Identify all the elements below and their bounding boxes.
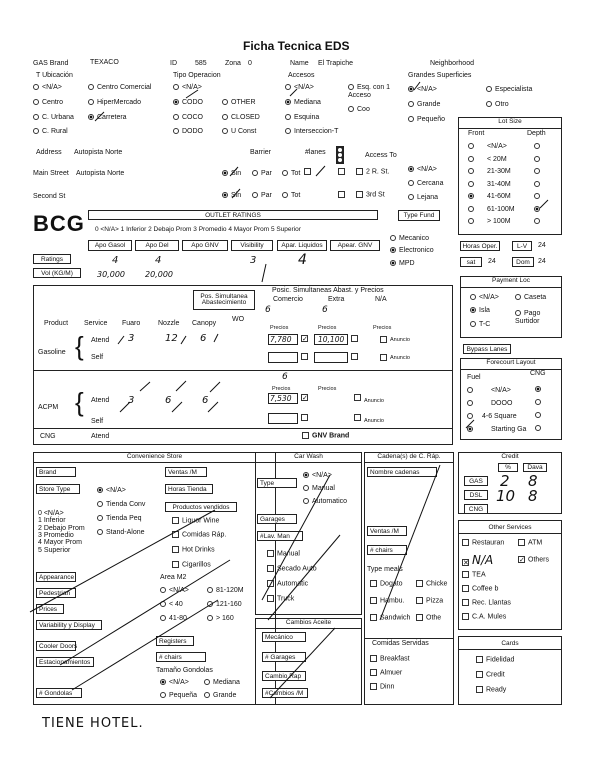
pay-caseta[interactable]: Caseta (515, 294, 546, 302)
hw-credit-dsl2: 8 (528, 487, 538, 505)
acpm-atend: Atend (91, 397, 110, 404)
lot-size-option[interactable]: 41-60M (468, 193, 511, 201)
cs-scale-item: 0 <N/A> (38, 510, 64, 517)
fc-square[interactable]: 4-6 Square (467, 413, 517, 421)
acpm-anuncio1[interactable]: Anuncio (364, 398, 384, 404)
radio-icon (534, 218, 540, 224)
barrier-par[interactable]: Par (252, 170, 272, 178)
precios-4: Precios (272, 386, 291, 392)
cs-gondolas[interactable]: # Gondolas (36, 688, 82, 698)
hours-sat-value: 24 (488, 258, 496, 265)
cs-type-na[interactable]: <N/A> (97, 487, 126, 495)
card-ready[interactable]: Ready (476, 686, 506, 694)
cs-rating-field[interactable]: Appearance (36, 572, 76, 582)
meal-sandwich[interactable]: Sandwich (370, 614, 410, 622)
gas-anuncio2[interactable]: Anuncio (380, 354, 410, 361)
op-codo[interactable]: CODO (173, 99, 203, 107)
acpm-price-self[interactable] (268, 413, 298, 424)
hdr-nozzle: Nozzle (158, 320, 180, 327)
row-acpm: ACPM (38, 404, 59, 411)
lot-depth-option[interactable] (534, 168, 543, 176)
cs-area-40[interactable]: < 40 (160, 601, 183, 609)
cs-type-stand[interactable]: Stand-Alone (97, 529, 145, 537)
cs-rating-field[interactable]: Estacionamientos (36, 657, 94, 667)
cs-area-80[interactable]: 41-80 (160, 615, 187, 623)
precios-3: Precios (373, 325, 392, 331)
lot-depth-option[interactable] (534, 193, 543, 201)
meal-othe[interactable]: Othe (416, 614, 441, 622)
serv-breakfast[interactable]: Breakfast (370, 655, 410, 663)
extra-label: Extra (328, 296, 345, 303)
hw-g-fuaro: 3 (128, 333, 135, 344)
cs-scale-item: 2 Debajo Prom (38, 524, 85, 532)
type-fund-button[interactable]: Type Fund (398, 210, 440, 221)
cambio-rap[interactable]: Cambio Rap (262, 671, 306, 681)
outlet-ratings-header: OUTLET RATINGS (88, 210, 378, 220)
radio-icon (534, 143, 540, 149)
cards-box (458, 636, 562, 705)
page-title: Ficha Tecnica EDS (243, 39, 350, 53)
barrier-label: Barrier (250, 149, 272, 156)
hdr-canopy: Canopy (192, 320, 217, 327)
cw-garages[interactable]: Garages (257, 514, 297, 524)
bcg-logo: BCG (33, 211, 85, 236)
comercio-label: Comercio (273, 296, 303, 303)
hw-a-price: 7,530 (270, 394, 292, 403)
cs-scale-item: 5 Superior (38, 546, 71, 554)
cs-prod-hot[interactable]: Hot Drinks (172, 546, 215, 554)
precios-2: Precios (318, 325, 337, 331)
cs-rating-field[interactable]: Prices (36, 604, 64, 614)
footnote-handwritten: TIENE HOTEL. (42, 716, 144, 731)
radio-icon (468, 193, 474, 199)
hw-rating-3: 3 (250, 255, 257, 266)
lot-size-option[interactable]: 31-40M (468, 181, 511, 189)
cs-area-gt160[interactable]: > 160 (207, 615, 234, 623)
hours-dom: Dom (512, 257, 534, 267)
address-value: Autopista Norte (74, 149, 123, 156)
gas-check3[interactable] (301, 353, 311, 361)
serv-dinn[interactable]: Dinn (370, 683, 394, 691)
access-lejana[interactable]: Lejana (408, 194, 438, 202)
fuel-divider (33, 370, 453, 371)
hours-lv-value: 24 (538, 242, 546, 249)
lanes-box3[interactable]: 2 R. St. (356, 168, 389, 176)
cng-atend: Atend (91, 433, 110, 440)
cs-area-na[interactable]: <N/A> (160, 587, 189, 595)
os-coffee[interactable]: Coffee b (462, 585, 498, 593)
credit-gas: GAS (464, 476, 488, 486)
gas-check2[interactable] (351, 335, 361, 343)
hdr-wo: WO (232, 316, 245, 323)
acc-interseccion[interactable]: Interseccion-T (285, 128, 338, 136)
barrier2-tot[interactable]: Tot (282, 192, 300, 200)
sup-especialista[interactable]: Especialista (486, 86, 532, 94)
other-services-title: Other Services (459, 524, 561, 534)
t-ubicacion-label: T Ubicación (36, 72, 73, 79)
cw-manual[interactable]: Manual (303, 485, 335, 493)
cs-brand[interactable]: Brand (36, 467, 76, 477)
cw-type[interactable]: Type (257, 478, 297, 488)
hw-vol-1: 30,000 (97, 270, 125, 279)
lot-depth-option[interactable] (534, 218, 543, 226)
brace-acpm: { (75, 387, 84, 417)
hw-rating-1: 4 (112, 255, 119, 266)
hdr-product: Product (44, 320, 69, 327)
mecanico-radio[interactable]: Mecanico (390, 235, 429, 243)
barrier-sin[interactable]: Sin (222, 170, 241, 178)
precios-5: Precios (318, 386, 337, 392)
payment-title: Payment Loc (461, 277, 561, 288)
gas-anuncio1[interactable]: Anuncio (380, 336, 410, 343)
row-gasoline: Gasoline (38, 349, 66, 356)
sup-pequeno[interactable]: Pequeño (408, 116, 445, 124)
cw-lav[interactable]: #Lav. Man (257, 531, 303, 541)
traffic-light-icon (335, 145, 345, 165)
hw-mid-6: 6 (282, 372, 288, 382)
acpm-anuncio2[interactable]: Anuncio (364, 418, 384, 424)
hw-a-fuaro: 3 (128, 395, 135, 406)
meal-chicke[interactable]: Chicke (416, 580, 447, 588)
pay-isla[interactable]: Isla (470, 307, 490, 315)
cadena-chairs[interactable]: # chairs (367, 545, 407, 555)
accesos-label: Accesos (288, 72, 315, 79)
row-cng: CNG (40, 433, 56, 440)
radio-icon (468, 156, 474, 162)
zona-label: Zona (225, 60, 241, 67)
fuel-divider2 (33, 428, 453, 429)
na-label: N/A (375, 296, 387, 303)
cng-na-radio[interactable] (535, 386, 544, 394)
cs-area-label: Area M2 (160, 574, 187, 581)
vol-label: Vol (KG/M) (33, 268, 81, 278)
cs-tam-med[interactable]: Mediana (204, 679, 240, 687)
ratings-label: Ratings (33, 254, 71, 264)
os-others[interactable]: ✓ Others (519, 556, 550, 564)
gas-atend: Atend (91, 337, 110, 344)
ubic-centro[interactable]: Centro (33, 99, 63, 107)
cadena-type-meals: Type meals (367, 566, 403, 573)
gas-price2-self[interactable] (314, 352, 348, 363)
lot-depth-option[interactable] (534, 206, 543, 214)
bypass-lanes: Bypass Lanes (463, 344, 511, 354)
cw-check-secado[interactable]: Secado Auto (267, 565, 317, 573)
lot-size-option[interactable]: <N/A> (468, 143, 507, 151)
lot-depth-label: Depth (527, 130, 546, 137)
rating-col-3[interactable]: Visibility (231, 240, 273, 251)
radio-icon (468, 218, 474, 224)
barrier2-sin[interactable]: Sin (222, 192, 241, 200)
credit-cng: CNG (464, 504, 488, 514)
cw-na[interactable]: <N/A> (303, 472, 332, 480)
lanes-box1[interactable] (304, 168, 314, 176)
cs-tam-grande[interactable]: Grande (204, 692, 236, 700)
fc-starting[interactable]: Starting Ga (467, 426, 526, 434)
cng-starting-radio[interactable] (535, 425, 544, 433)
gas-brand-label: GAS Brand (33, 60, 69, 67)
fc-na[interactable]: <N/A> (467, 387, 511, 395)
cs-prod-liquor[interactable]: Liquor Wine (172, 517, 219, 525)
op-other[interactable]: OTHER (222, 99, 256, 107)
rating-col-2[interactable]: Apo GNV (182, 240, 228, 251)
op-dodo[interactable]: DODO (173, 128, 203, 136)
cs-tamano-label: Tamaño Gondolas (156, 667, 213, 674)
hw-credit-dsl: 10 (496, 487, 516, 505)
credit-col1: % (498, 463, 518, 472)
gas-check1[interactable]: ✓ (302, 336, 308, 343)
acpm-check2[interactable] (301, 414, 311, 422)
rating-col-5[interactable]: Apear. GNV (330, 240, 380, 251)
superficie-label: Grandes Superficies (408, 72, 472, 79)
barrier2-par[interactable]: Par (252, 192, 272, 200)
op-uconst[interactable]: U Const (222, 128, 256, 136)
cadena-ventas[interactable]: Ventas /M (367, 526, 407, 536)
pay-surtidor[interactable]: Pago Surtidor (515, 310, 541, 325)
meal-hambu[interactable]: Hambu. (370, 597, 405, 605)
hw-g-price1: 7,780 (270, 335, 292, 344)
lanes-box2[interactable] (338, 168, 348, 176)
hw-credit-gas: 2 (500, 472, 510, 490)
access-to-label: Access To (365, 152, 397, 159)
fc-dooo[interactable]: DOOO (467, 400, 512, 408)
credit-col2: Dava (523, 463, 547, 472)
barrier-tot[interactable]: Tot (282, 170, 300, 178)
cambio-title: Cambios Aceite (256, 619, 361, 629)
hw-top-6: 6 (265, 305, 271, 315)
cs-registers[interactable]: Registers (156, 636, 194, 646)
radio-icon (468, 143, 474, 149)
neighborhood-label: Neighborhood (430, 60, 474, 67)
card-fidelidad[interactable]: Fidelidad (476, 656, 514, 664)
hw-a-nozzle: 6 (165, 395, 172, 406)
hw-a-canopy: 6 (202, 395, 209, 406)
os-ca-mules[interactable]: C.A. Mules (462, 613, 506, 621)
gas-self: Self (91, 354, 104, 361)
id-label: ID (170, 60, 177, 67)
brace-gasoline: { (75, 331, 84, 361)
credit-dsl: DSL (464, 490, 488, 500)
gas-brand-value: TEXACO (90, 59, 119, 66)
cadena-title: Cadena(s) de C. Ráp. (365, 453, 453, 463)
cs-tam-na[interactable]: <N/A> (160, 679, 189, 687)
pay-na[interactable]: <N/A> (470, 294, 499, 302)
cs-chairs[interactable]: # chairs (156, 652, 206, 662)
acc-esquina[interactable]: Esquina (285, 114, 319, 122)
meal-pizza[interactable]: Pizza (416, 597, 443, 605)
cs-scale-item: 3 Promedio (38, 532, 74, 540)
meal-dogato[interactable]: Dogato (370, 580, 403, 588)
hw-g-nozzle: 12 (165, 333, 178, 344)
ubic-cc[interactable]: Centro Comercial (88, 84, 151, 92)
ubic-carretera[interactable]: Carretera (88, 114, 127, 122)
cs-prod-comidas[interactable]: Comidas Ráp. (172, 531, 226, 539)
op-coco[interactable]: COCO (173, 114, 203, 122)
cs-rating-field[interactable]: Variability y Display (36, 620, 102, 630)
os-restauran[interactable]: Restauran (462, 539, 504, 547)
forecourt-title: Forecourt Layout (461, 359, 561, 370)
sup-na[interactable]: <N/A> (408, 86, 437, 94)
lot-size-title: Lot Size (459, 118, 561, 129)
cambio-garages[interactable]: # Garages (262, 652, 306, 662)
cadena-comidas: Comidas Servidas (372, 640, 429, 647)
hw-vol-2: 20,000 (145, 270, 173, 279)
cs-scale (38, 510, 85, 554)
access-cercana[interactable]: Cercana (408, 180, 443, 188)
radio-icon (534, 156, 540, 162)
forecourt-cng: CNG (530, 370, 546, 377)
cs-rating-field[interactable]: Cooler Doors (36, 641, 76, 651)
cadena-nombre[interactable]: Nombre cadenas (367, 467, 437, 477)
ubic-hiper[interactable]: HiperMercado (88, 99, 141, 107)
precios-1: Precios (270, 325, 289, 331)
hours-lv: L-V (512, 241, 532, 251)
acc-coo[interactable]: Coo (348, 106, 370, 114)
lanes-box4[interactable] (338, 191, 348, 199)
rating-col-4[interactable]: Apar. Liquidos (277, 240, 327, 251)
cs-ventas[interactable]: Ventas /M (165, 467, 207, 477)
name-value: El Trapiche (318, 60, 354, 67)
cs-scale-item: 4 Mayor Prom (38, 539, 82, 547)
cng-square-radio[interactable] (535, 412, 544, 420)
hw-top-6b: 6 (322, 305, 328, 315)
lanes-label: #lanes (305, 149, 326, 156)
ratings-scale: 0 <N/A> 1 Inferior 2 Debajo Prom 3 Promedio 4 Mayor Prom 5 Superior (95, 226, 301, 233)
gas-price1-self[interactable] (268, 352, 298, 363)
cambio-mecanico[interactable]: Mecánico (262, 632, 306, 642)
serv-almuer[interactable]: Almuer (370, 669, 402, 677)
cs-type-peq[interactable]: Tienda Peq (97, 515, 142, 523)
cw-check-automatic[interactable]: Automatic (267, 580, 308, 588)
lot-depth-option[interactable] (534, 181, 543, 189)
main-street-label: Main Street (33, 170, 69, 177)
pos-simultanea: Pos. Simultanea Abastecimiento (193, 290, 255, 310)
posic-label: Posic. Simultaneas Abast. y Precios (272, 287, 384, 294)
radio-icon (534, 206, 540, 212)
cw-check-truck[interactable]: Truck (267, 595, 294, 603)
car-wash-title: Car Wash (256, 453, 361, 463)
acpm-check1[interactable]: ✓ (302, 395, 308, 402)
hw-rating-4: 4 (298, 252, 307, 268)
name-label: Name (290, 60, 309, 67)
hw-g-canopy: 6 (200, 333, 207, 344)
hours-sat: sat (460, 257, 482, 267)
acpm-self: Self (91, 418, 104, 425)
lot-front-label: Front (468, 130, 485, 137)
access-na[interactable]: <N/A> (408, 166, 437, 174)
os-atm[interactable]: ATM (518, 539, 542, 547)
cs-area-160[interactable]: 121-160 (207, 601, 242, 609)
ubic-na[interactable]: <N/A> (33, 84, 62, 92)
acc-mediana[interactable]: Mediana (285, 99, 321, 107)
cs-area-120[interactable]: 81-120M (207, 587, 244, 595)
radio-icon (468, 181, 474, 187)
cards-title: Cards (459, 640, 561, 650)
cs-store-type[interactable]: Store Type (36, 484, 80, 494)
sup-otro[interactable]: Otro (486, 101, 509, 109)
radio-icon (468, 206, 474, 212)
os-rec-llantas[interactable]: Rec. Llantas (462, 599, 511, 607)
hours-label: Horas Oper. (460, 241, 500, 251)
cw-auto[interactable]: Automatico (303, 498, 347, 506)
cadena-box (364, 452, 454, 705)
cambio-cambios[interactable]: #Cambios /M (262, 688, 308, 698)
pay-tc[interactable]: T-C (470, 321, 490, 329)
address-label: Address (36, 149, 62, 156)
cs-prod-cigar[interactable]: Cigarillos (172, 561, 211, 569)
credit-title: Credit (501, 453, 519, 460)
lot-depth-option[interactable] (534, 156, 543, 164)
card-credit[interactable]: Credit (476, 671, 505, 679)
convenience-title: Convenience Store (34, 453, 275, 463)
electronico-radio[interactable]: Electronico (390, 247, 434, 255)
hdr-service: Service (84, 320, 108, 327)
lot-size-option[interactable]: < 20M (468, 156, 507, 164)
ubic-urbana[interactable]: C. Urbana (33, 114, 74, 122)
cw-check-manual[interactable]: Manual (267, 550, 300, 558)
sup-grande[interactable]: Grande (408, 101, 440, 109)
radio-icon (468, 168, 474, 174)
id-value: 585 (195, 60, 207, 67)
cs-horas[interactable]: Horas Tienda (165, 484, 213, 494)
lot-depth-option[interactable] (534, 143, 543, 151)
os-tea[interactable]: TEA (462, 571, 486, 579)
os-na[interactable]: ✕ N/A (463, 553, 494, 567)
rating-col-1[interactable]: Apo Del (135, 240, 179, 251)
hdr-fuaro: Fuaro (122, 320, 141, 327)
cs-productos: Productos vendidos (165, 502, 237, 512)
main-street-value: Autopista Norte (76, 170, 125, 177)
lot-size-option[interactable]: > 100M (468, 218, 511, 226)
acc-na[interactable]: <N/A> (285, 84, 314, 92)
tipo-operacion-label: Tipo Operacion (173, 72, 221, 79)
cs-rating-field[interactable]: Pedestrian (36, 588, 76, 598)
radio-icon (33, 84, 39, 90)
radio-icon (534, 193, 540, 199)
lot-size-option[interactable]: 61-100M (468, 206, 515, 214)
hw-rating-2: 4 (155, 255, 162, 266)
hours-dom-value: 24 (538, 258, 546, 265)
gnv-brand[interactable]: GNV Brand (302, 432, 349, 440)
cadena-divider (364, 638, 454, 639)
op-na[interactable]: <N/A> (173, 84, 202, 92)
hw-g-price2: 10,100 (318, 335, 345, 344)
lot-size-option[interactable]: 21-30M (468, 168, 511, 176)
forecourt-fuel: Fuel (467, 374, 481, 381)
ubic-rural[interactable]: C. Rural (33, 128, 68, 136)
zona-value: 0 (248, 60, 252, 67)
hw-credit-gas2: 8 (528, 472, 538, 490)
op-closed[interactable]: CLOSED (222, 114, 260, 122)
cng-dooo-radio[interactable] (535, 399, 544, 407)
cs-tam-peq[interactable]: Pequeña (160, 692, 197, 700)
second-st-label: Second St (33, 193, 66, 200)
radio-icon (534, 181, 540, 187)
gas-check4[interactable] (351, 353, 361, 361)
lanes-box5[interactable]: 3rd St (356, 191, 385, 199)
radio-icon (534, 168, 540, 174)
rating-col-0[interactable]: Apo Gasol (88, 240, 132, 251)
cs-scale-item: 1 Inferior (38, 517, 66, 525)
mpd-radio[interactable]: MPD (390, 260, 415, 268)
acc-esq1[interactable]: Esq. con 1 Acceso (348, 84, 391, 99)
cs-type-conv[interactable]: Tienda Conv (97, 501, 145, 509)
